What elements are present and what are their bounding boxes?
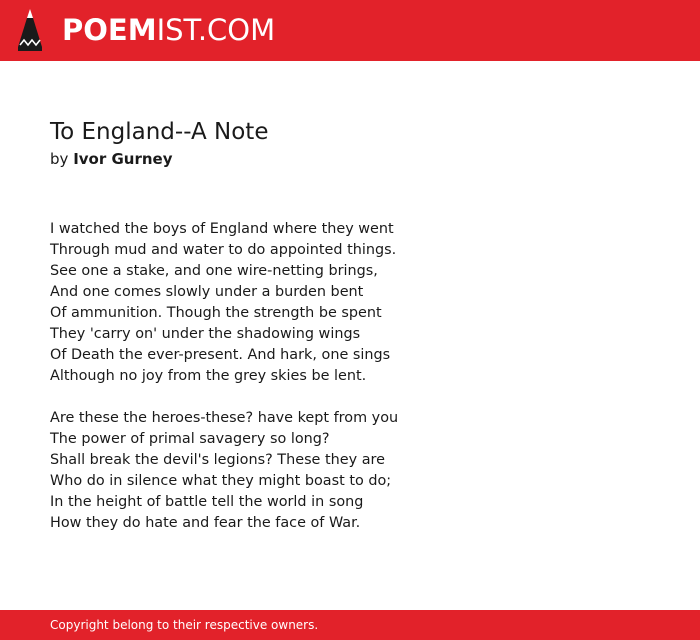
pencil-tip-icon [18, 9, 42, 51]
poem-line: In the height of battle tell the world in song [50, 494, 364, 510]
poem-stanza [50, 408, 470, 534]
poem-stanza [50, 219, 470, 387]
byline-label: by [50, 150, 69, 168]
site-footer [0, 610, 700, 640]
poem-line: They 'carry on' under the shadowing wings [50, 326, 361, 342]
copyright-text: Copyright belong to their respective owners. [50, 618, 319, 632]
poem-line: Of ammunition. Though the strength be spent [50, 305, 382, 321]
poem-line: Although no joy from the grey skies be lent. [50, 368, 367, 384]
poem-line: Are these the heroes-these? have kept from you [50, 410, 399, 426]
poem-line: How they do hate and fear the face of War. [50, 515, 361, 531]
poem-line: I watched the boys of England where they went [50, 221, 394, 237]
poem-line: Through mud and water to do appointed things. [50, 242, 397, 258]
poem-line: The power of primal savagery so long? [50, 431, 330, 447]
poem-byline [50, 149, 173, 169]
poem-line: Shall break the devil's legions? These they are [50, 452, 385, 468]
poem-line: Of Death the ever-present. And hark, one sings [50, 347, 391, 363]
poem-body [50, 219, 470, 555]
site-logo-link[interactable] [18, 8, 275, 52]
poem-line: And one comes slowly under a burden bent [50, 284, 364, 300]
site-logo-text [62, 8, 275, 52]
poem-line: See one a stake, and one wire-netting brings, [50, 263, 378, 279]
poem-title: To England--A Note [50, 119, 269, 145]
site-header [0, 0, 700, 61]
poem-author[interactable]: Ivor Gurney [73, 150, 173, 168]
poem-line: Who do in silence what they might boast to do; [50, 473, 392, 489]
logo-text-strong: POEM [62, 13, 157, 47]
logo-text-light: IST.COM [156, 13, 276, 47]
